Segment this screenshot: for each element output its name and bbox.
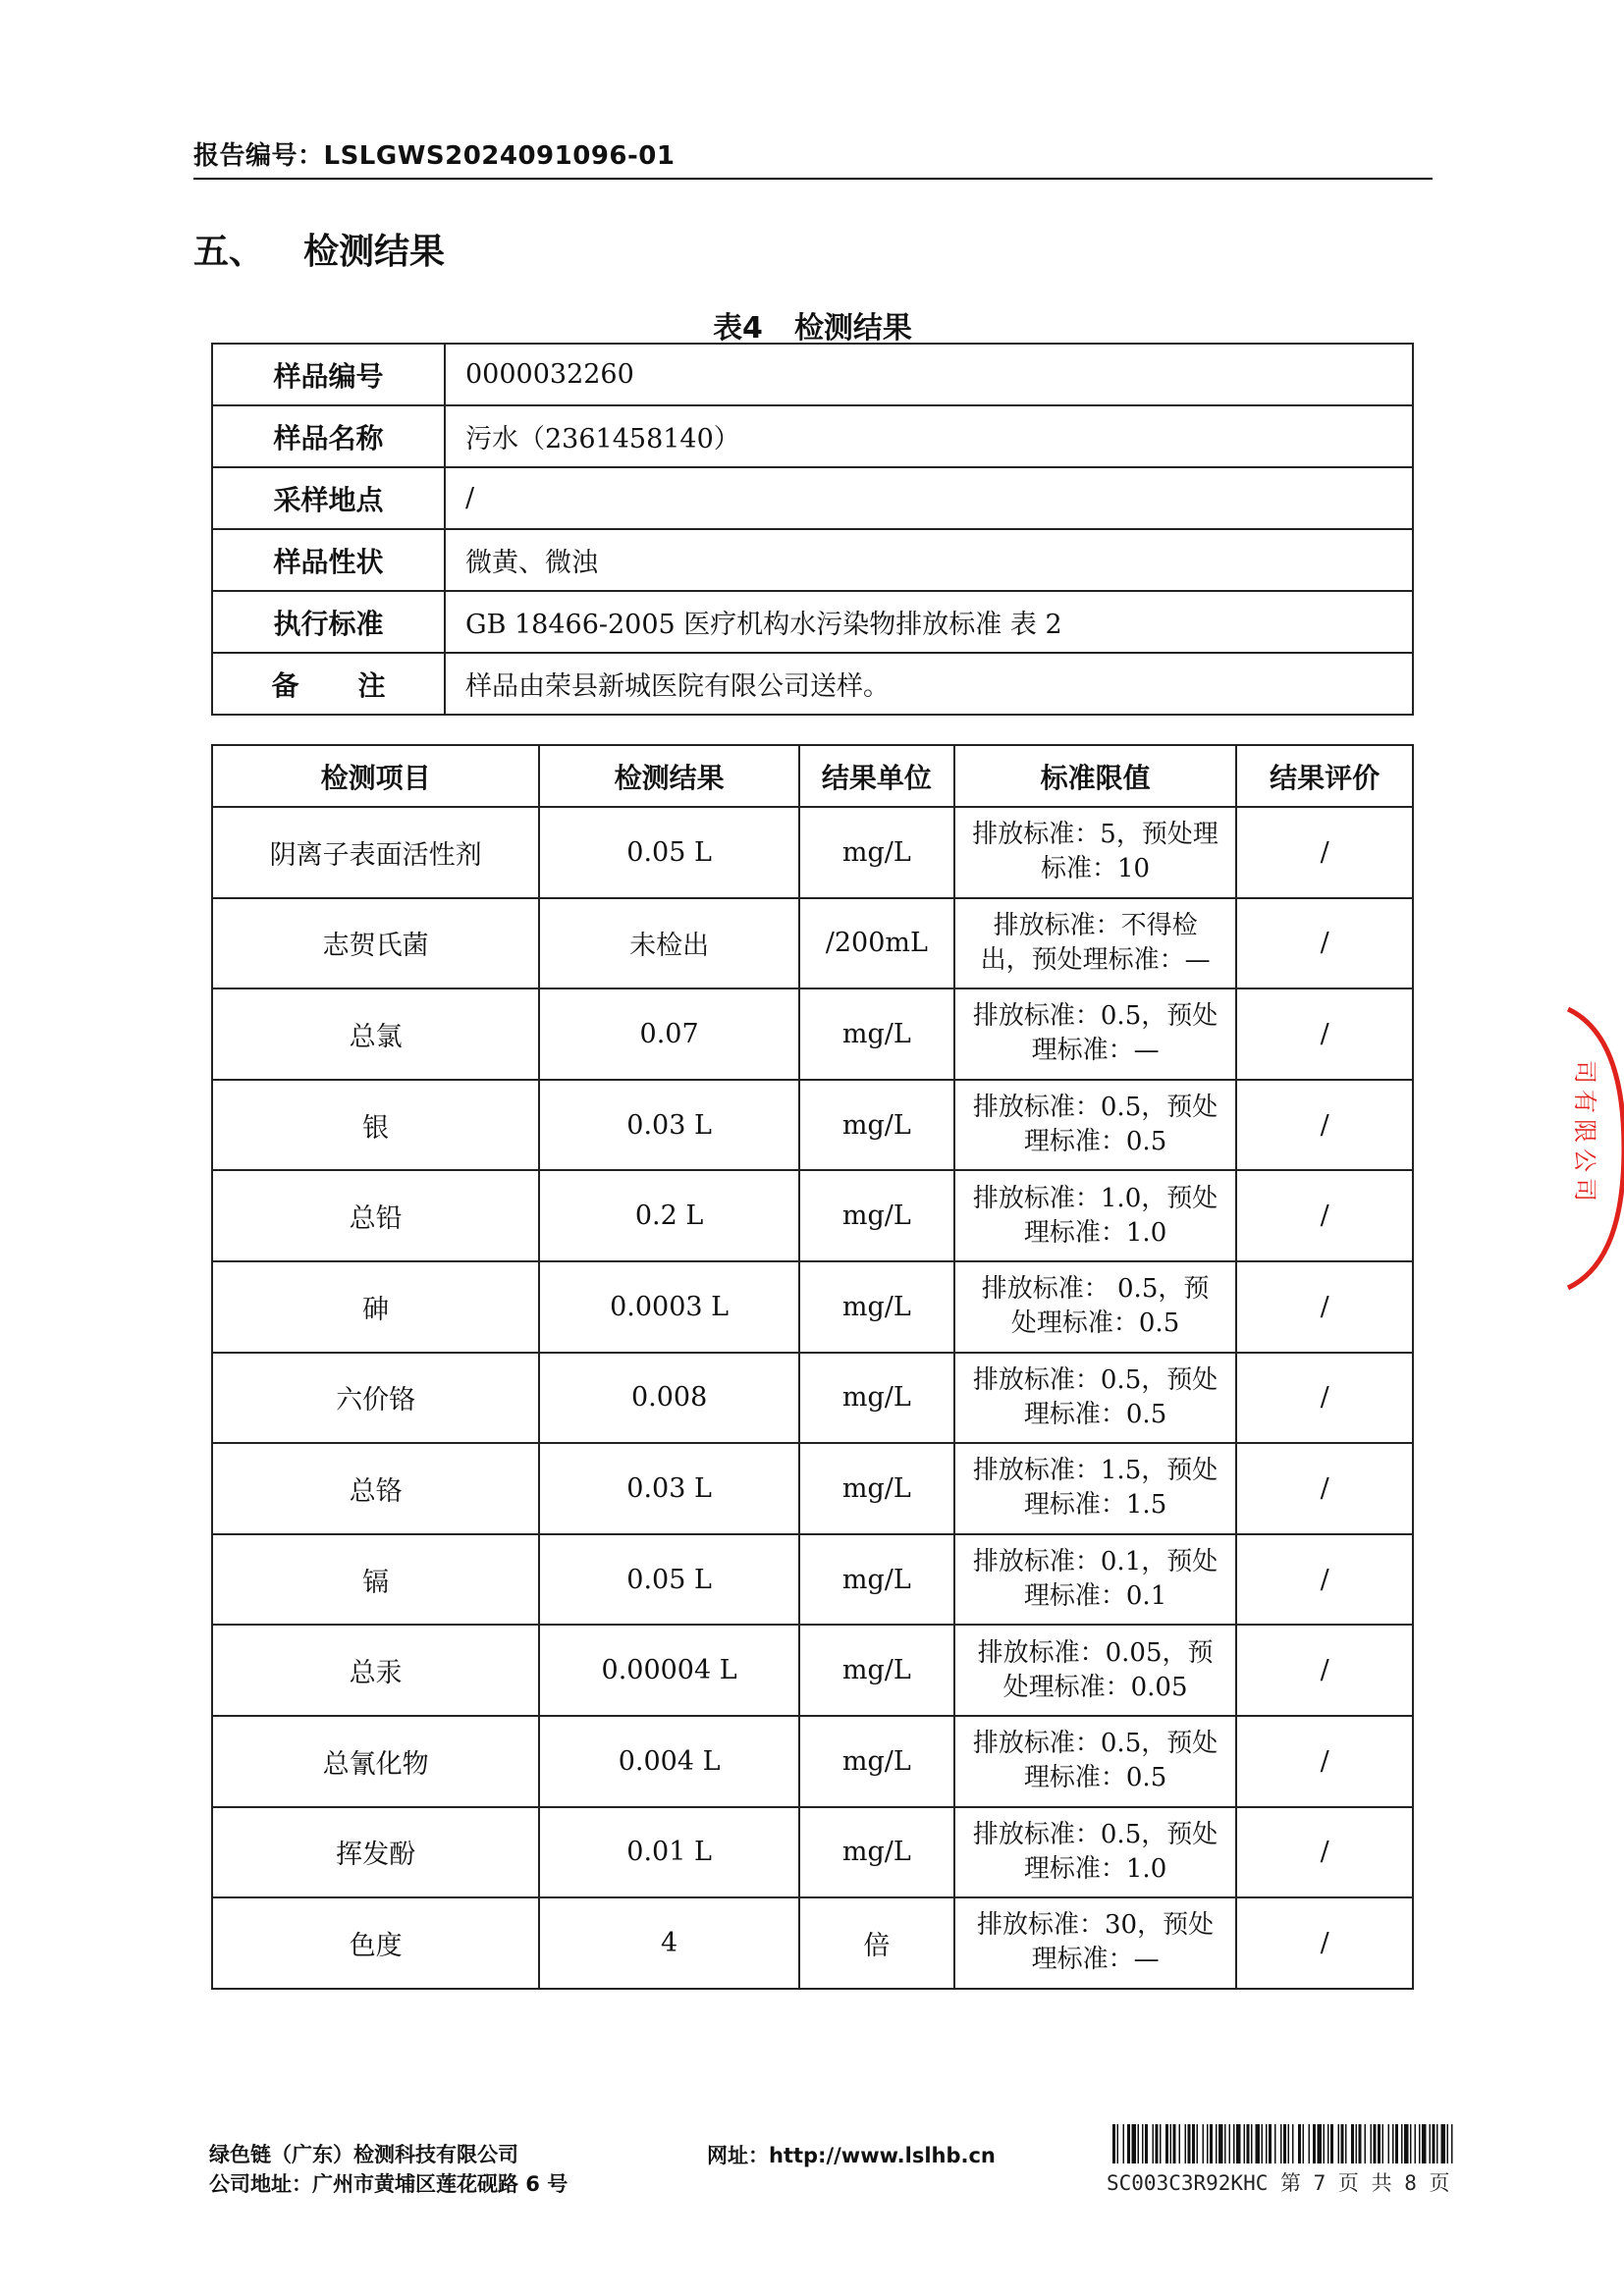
- standard-line-1: 排放标准：0.05，预: [977, 1637, 1214, 1668]
- barcode-bar: [1244, 2124, 1246, 2163]
- cell-unit: mg/L: [799, 1807, 954, 1898]
- cell-standard: [954, 1080, 1237, 1171]
- header-unit: 结果单位: [799, 745, 954, 807]
- cell-item: 志贺氏菌: [212, 898, 539, 989]
- barcode-bar: [1395, 2124, 1398, 2163]
- sample-info-value: 0000032260: [445, 344, 1413, 405]
- barcode-bar: [1236, 2124, 1241, 2163]
- table-caption-title: 检测结果: [793, 311, 912, 346]
- footer-website: 网址：http://www.lslhb.cn: [707, 2144, 996, 2167]
- standard-line-2: 理标准：—: [1031, 1945, 1160, 1975]
- barcode-bar: [1269, 2124, 1272, 2163]
- barcode-bar: [1233, 2124, 1235, 2163]
- cell-unit: 倍: [799, 1897, 954, 1989]
- barcode-bar: [1203, 2124, 1205, 2163]
- cell-evaluation: /: [1236, 898, 1413, 989]
- sample-info-value: GB 18466-2005 医疗机构水污染物排放标准 表 2: [445, 591, 1413, 653]
- standard-line-2: 理标准：1.5: [1023, 1490, 1167, 1521]
- cell-result: 0.05 L: [539, 807, 799, 898]
- cell-item: 色度: [212, 1897, 539, 1989]
- barcode-bar: [1207, 2124, 1209, 2163]
- header-evaluation: 结果评价: [1236, 745, 1413, 807]
- barcode-bar: [1433, 2124, 1435, 2163]
- cell-unit: mg/L: [799, 807, 954, 898]
- barcode-bar: [1436, 2124, 1438, 2163]
- sample-info-key: 采样地点: [212, 467, 445, 529]
- cell-evaluation: /: [1236, 1353, 1413, 1444]
- standard-line-1: 排放标准： 0.5，预: [981, 1274, 1210, 1305]
- cell-standard: [954, 1625, 1237, 1716]
- standard-line-2: 理标准：1.0: [1023, 1217, 1167, 1248]
- cell-evaluation: /: [1236, 1716, 1413, 1807]
- remarks-key-part1: 备: [271, 668, 299, 702]
- barcode-bar: [1341, 2124, 1344, 2163]
- cell-evaluation: /: [1236, 807, 1413, 898]
- standard-line-1: 排放标准：0.1，预处: [972, 1547, 1218, 1577]
- standard-line-2: 出，预处理标准：—: [980, 944, 1211, 975]
- cell-standard: [954, 898, 1237, 989]
- barcode-bar: [1422, 2124, 1427, 2163]
- barcode-bar: [1127, 2124, 1130, 2163]
- barcode-bar: [1298, 2124, 1301, 2163]
- sample-info-table: [211, 343, 1414, 716]
- barcode-bar: [1327, 2124, 1329, 2163]
- results-row: [212, 1080, 1413, 1171]
- results-row: [212, 1353, 1413, 1444]
- section-title: [193, 224, 445, 274]
- cell-item: 总铅: [212, 1170, 539, 1261]
- footer-company: 绿色链（广东）检测科技有限公司: [209, 2143, 518, 2166]
- barcode-bar: [1430, 2124, 1432, 2163]
- cell-standard: [954, 1170, 1237, 1261]
- barcode-bar: [1404, 2124, 1409, 2163]
- sample-info-value: 污水（2361458140）: [445, 405, 1413, 467]
- barcode-bar: [1142, 2124, 1144, 2163]
- results-row: [212, 1716, 1413, 1807]
- barcode-bar: [1247, 2124, 1250, 2163]
- barcode-bar: [1410, 2124, 1412, 2163]
- cell-standard: [954, 1534, 1237, 1626]
- cell-result: 0.0003 L: [539, 1261, 799, 1353]
- results-row: [212, 1625, 1413, 1716]
- barcode-bar: [1229, 2124, 1231, 2163]
- barcode-bar: [1313, 2124, 1316, 2163]
- results-row: [212, 1443, 1413, 1534]
- results-row: [212, 1170, 1413, 1261]
- barcode: [1112, 2124, 1454, 2163]
- results-row: [212, 807, 1413, 898]
- standard-line-1: 排放标准：30，预处: [977, 1910, 1215, 1941]
- sample-info-row: [212, 405, 1413, 467]
- sample-info-row: [212, 467, 1413, 529]
- barcode-bar: [1145, 2124, 1148, 2163]
- company-seal: [1563, 1001, 1624, 1296]
- cell-evaluation: /: [1236, 1170, 1413, 1261]
- footer-company-info: [209, 2140, 568, 2199]
- barcode-bar: [1274, 2124, 1276, 2163]
- cell-result: 0.01 L: [539, 1807, 799, 1898]
- barcode-bar: [1303, 2124, 1305, 2163]
- header-item: 检测项目: [212, 745, 539, 807]
- cell-item: 银: [212, 1080, 539, 1171]
- barcode-bar: [1218, 2124, 1223, 2163]
- barcode-bar: [1324, 2124, 1326, 2163]
- barcode-bar: [1188, 2124, 1191, 2163]
- results-row: [212, 1807, 1413, 1898]
- barcode-bar: [1179, 2124, 1181, 2163]
- barcode-bar: [1365, 2124, 1367, 2163]
- cell-item: 总氰化物: [212, 1716, 539, 1807]
- barcode-bar: [1153, 2124, 1155, 2163]
- cell-standard: [954, 1716, 1237, 1807]
- standard-line-1: 排放标准：不得检: [993, 910, 1198, 940]
- header-result: 检测结果: [539, 745, 799, 807]
- sample-info-row: [212, 529, 1413, 591]
- barcode-bar: [1173, 2124, 1176, 2163]
- standard-line-1: 排放标准：1.0，预处: [972, 1183, 1218, 1213]
- cell-item: 镉: [212, 1534, 539, 1626]
- cell-item: 总汞: [212, 1625, 539, 1716]
- standard-line-2: 理标准：0.5: [1023, 1399, 1167, 1429]
- cell-result: 0.2 L: [539, 1170, 799, 1261]
- table-caption-label: 表4: [713, 311, 763, 346]
- barcode-bar: [1338, 2124, 1340, 2163]
- barcode-bar: [1185, 2124, 1187, 2163]
- header-standard: 标准限值: [954, 745, 1237, 807]
- results-row: [212, 988, 1413, 1080]
- cell-standard: [954, 1807, 1237, 1898]
- cell-unit: mg/L: [799, 1261, 954, 1353]
- barcode-bar: [1224, 2124, 1226, 2163]
- barcode-bar: [1160, 2124, 1162, 2163]
- sample-info-row: [212, 653, 1413, 715]
- barcode-bar: [1266, 2124, 1268, 2163]
- cell-result: 0.00004 L: [539, 1625, 799, 1716]
- sample-info-key: [212, 653, 445, 715]
- section-number: 五、: [193, 232, 265, 272]
- cell-unit: mg/L: [799, 1443, 954, 1534]
- cell-evaluation: /: [1236, 1443, 1413, 1534]
- seal-text: 司有限公司: [1571, 1060, 1598, 1207]
- standard-line-1: 排放标准：0.5，预处: [972, 1093, 1218, 1123]
- cell-result: 0.03 L: [539, 1443, 799, 1534]
- barcode-bar: [1132, 2124, 1137, 2163]
- barcode-bar: [1330, 2124, 1333, 2163]
- barcode-bar: [1280, 2124, 1282, 2163]
- cell-unit: mg/L: [799, 988, 954, 1080]
- barcode-bar: [1419, 2124, 1421, 2163]
- barcode-bar: [1165, 2124, 1168, 2163]
- results-row: [212, 898, 1413, 989]
- barcode-bar: [1374, 2124, 1377, 2163]
- barcode-bar: [1318, 2124, 1323, 2163]
- barcode-bar: [1388, 2124, 1390, 2163]
- barcode-bar: [1392, 2124, 1394, 2163]
- barcode-bar: [1192, 2124, 1195, 2163]
- standard-line-2: 理标准：0.1: [1023, 1581, 1167, 1612]
- barcode-bar: [1156, 2124, 1159, 2163]
- sample-info-value: /: [445, 467, 1413, 529]
- page-info: SC003C3R92KHC 第 7 页 共 8 页: [1107, 2171, 1450, 2195]
- cell-unit: /200mL: [799, 898, 954, 989]
- standard-line-2: 标准：10: [1041, 854, 1151, 884]
- standard-line-2: 处理标准：0.5: [1010, 1308, 1180, 1339]
- standard-line-1: 排放标准：0.5，预处: [972, 1729, 1218, 1759]
- barcode-bar: [1351, 2124, 1354, 2163]
- cell-item: 总氯: [212, 988, 539, 1080]
- cell-item: 总铬: [212, 1443, 539, 1534]
- cell-result: 0.05 L: [539, 1534, 799, 1626]
- cell-evaluation: /: [1236, 1897, 1413, 1989]
- sample-info-key: 执行标准: [212, 591, 445, 653]
- cell-item: 阴离子表面活性剂: [212, 807, 539, 898]
- report-number: 报告编号：LSLGWS2024091096-01: [193, 135, 1433, 180]
- barcode-bar: [1283, 2124, 1286, 2163]
- cell-item: 六价铬: [212, 1353, 539, 1444]
- barcode-bar: [1415, 2124, 1417, 2163]
- sample-info-key: 样品编号: [212, 344, 445, 405]
- standard-line-1: 排放标准：1.5，预处: [972, 1456, 1218, 1486]
- barcode-bar: [1216, 2124, 1218, 2163]
- results-header-row: [212, 745, 1413, 807]
- cell-standard: [954, 807, 1237, 898]
- standard-line-1: 排放标准：0.5，预处: [972, 1001, 1218, 1032]
- barcode-bars: [1112, 2124, 1453, 2163]
- barcode-bar: [1382, 2124, 1384, 2163]
- sample-info-key: 样品性状: [212, 529, 445, 591]
- sample-info-row: [212, 591, 1413, 653]
- barcode-bar: [1309, 2124, 1311, 2163]
- barcode-bar: [1123, 2124, 1125, 2163]
- cell-result: 0.07: [539, 988, 799, 1080]
- barcode-bar: [1441, 2124, 1446, 2163]
- table-caption: [211, 303, 1414, 347]
- barcode-bar: [1210, 2124, 1213, 2163]
- cell-unit: mg/L: [799, 1716, 954, 1807]
- section-title-text: 检测结果: [303, 232, 446, 272]
- barcode-bar: [1138, 2124, 1140, 2163]
- barcode-bar: [1378, 2124, 1380, 2163]
- cell-standard: [954, 1443, 1237, 1534]
- cell-evaluation: /: [1236, 1534, 1413, 1626]
- cell-result: 0.03 L: [539, 1080, 799, 1171]
- remarks-key-part2: 注: [357, 668, 386, 702]
- barcode-bar: [1170, 2124, 1172, 2163]
- cell-result: 0.008: [539, 1353, 799, 1444]
- standard-line-1: 排放标准：0.5，预处: [972, 1819, 1218, 1849]
- cell-unit: mg/L: [799, 1534, 954, 1626]
- cell-standard: [954, 988, 1237, 1080]
- barcode-bar: [1256, 2124, 1261, 2163]
- barcode-bar: [1197, 2124, 1199, 2163]
- cell-evaluation: /: [1236, 988, 1413, 1080]
- cell-evaluation: /: [1236, 1807, 1413, 1898]
- results-table: [211, 744, 1414, 1990]
- barcode-bar: [1447, 2124, 1449, 2163]
- cell-item: 挥发酚: [212, 1807, 539, 1898]
- barcode-bar: [1401, 2124, 1403, 2163]
- cell-standard: [954, 1897, 1237, 1989]
- barcode-bar: [1345, 2124, 1347, 2163]
- cell-evaluation: /: [1236, 1261, 1413, 1353]
- barcode-bar: [1356, 2124, 1358, 2163]
- barcode-bar: [1112, 2124, 1115, 2163]
- standard-line-1: 排放标准：0.5，预处: [972, 1364, 1218, 1395]
- results-row: [212, 1534, 1413, 1626]
- standard-line-2: 理标准：0.5: [1023, 1763, 1167, 1793]
- standard-line-2: 理标准：1.0: [1023, 1853, 1167, 1884]
- cell-unit: mg/L: [799, 1625, 954, 1716]
- barcode-bar: [1262, 2124, 1264, 2163]
- standard-line-2: 理标准：0.5: [1023, 1127, 1167, 1157]
- cell-result: 未检出: [539, 898, 799, 989]
- barcode-bar: [1371, 2124, 1373, 2163]
- cell-unit: mg/L: [799, 1353, 954, 1444]
- barcode-bar: [1292, 2124, 1294, 2163]
- barcode-bar: [1251, 2124, 1253, 2163]
- cell-unit: mg/L: [799, 1170, 954, 1261]
- cell-standard: [954, 1353, 1237, 1444]
- sample-info-value: 微黄、微浊: [445, 529, 1413, 591]
- sample-info-row: [212, 344, 1413, 405]
- standard-line-2: 理标准：—: [1031, 1036, 1160, 1066]
- barcode-bar: [1117, 2124, 1119, 2163]
- cell-standard: [954, 1261, 1237, 1353]
- barcode-bar: [1359, 2124, 1362, 2163]
- cell-result: 0.004 L: [539, 1716, 799, 1807]
- cell-evaluation: /: [1236, 1080, 1413, 1171]
- standard-line-1: 排放标准：5，预处理: [972, 820, 1218, 850]
- barcode-bar: [1451, 2124, 1453, 2163]
- results-row: [212, 1897, 1413, 1989]
- cell-evaluation: /: [1236, 1625, 1413, 1716]
- standard-line-2: 处理标准：0.05: [1002, 1672, 1188, 1702]
- cell-result: 4: [539, 1897, 799, 1989]
- cell-unit: mg/L: [799, 1080, 954, 1171]
- sample-info-value: 样品由荣县新城医院有限公司送样。: [445, 653, 1413, 715]
- footer-address: 公司地址：广州市黄埔区莲花砚路 6 号: [209, 2172, 568, 2196]
- barcode-bar: [1288, 2124, 1290, 2163]
- results-row: [212, 1261, 1413, 1353]
- cell-item: 砷: [212, 1261, 539, 1353]
- sample-info-key: 样品名称: [212, 405, 445, 467]
